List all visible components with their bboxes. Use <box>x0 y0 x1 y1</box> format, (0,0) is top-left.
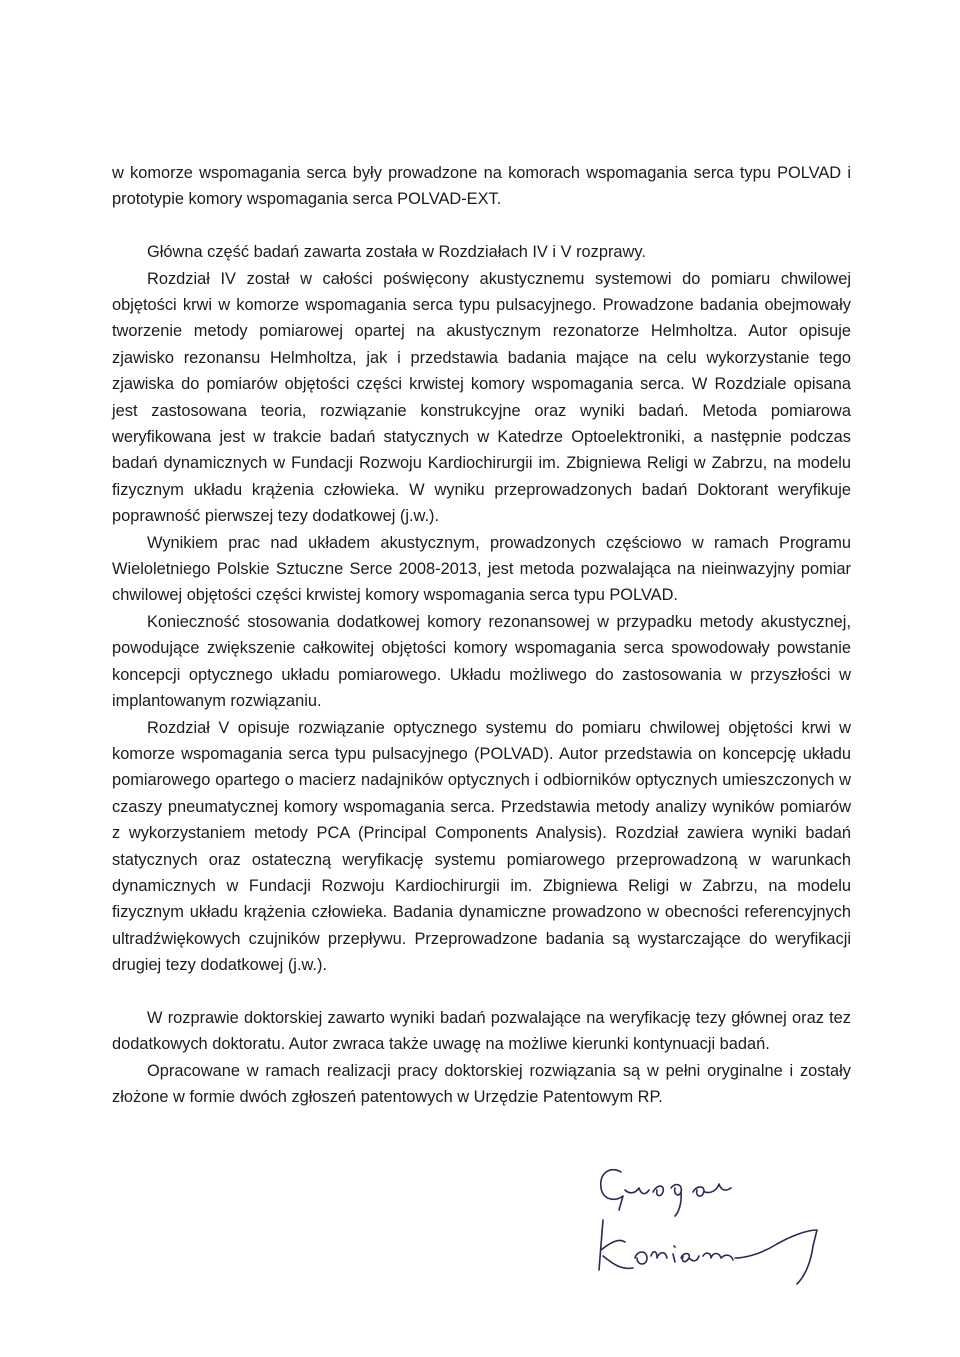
paragraph-main-scope: Główna część badań zawarta została w Rozdziałach IV i V rozprawy. <box>147 243 646 262</box>
paragraph-chapter-iv: Rozdział IV został w całości poświęcony akustycznemu systemowi do pomiaru chwilowej objętości krwi w komorze wspomagania serca typu pulsacyjnego. Prowadzone badania obejmowały tworzenie metody pomiarowej opartej na akustycznym rezonatorze Helmholtza. Autor opisuje zjawisko rezonansu Helmholtza, jak i przedstawia badania mające na celu wykorzystanie tego zjawiska do pomiarów objętości części krwistej komory wspomagania serca. W Rozdziale opisana jest zastosowana teoria, rozwiązanie konstrukcyjne oraz wyniki badań. Metoda pomiarowa weryfikowana jest w trakcie badań statycznych w Katedrze Optoelektroniki, a następnie podczas badań dynamicznych w Fundacji Rozwoju Kardiochirurgii im. Zbigniewa Religi w Zabrzu, na modelu fizycznym układu krążenia człowieka. W wyniku przeprowadzonych badań Doktorant weryfikuje poprawność pierwszej tezy dodatkowej (j.w.). <box>112 269 851 526</box>
handwritten-signature <box>585 1158 835 1293</box>
paragraph-optical-motivation: Konieczność stosowania dodatkowej komory rezonansowej w przypadku metody akustycznej, powodujące zwiększenie całkowitej objętości komory wspomagania serca spowodowały powstanie koncepcji optycznego układu pomiarowego. Układu możliwego do zastosowania w przyszłości w implantowanym rozwiązaniu. <box>112 612 851 711</box>
paragraph-continuation: w komorze wspomagania serca były prowadzone na komorach wspomagania serca typu POLVAD i prototypie komory wspomagania serca POLVAD-EXT. <box>112 164 851 209</box>
document-body <box>112 160 851 1111</box>
paragraph-patents: Opracowane w ramach realizacji pracy doktorskiej rozwiązania są w pełni oryginalne i zostały złożone w formie dwóch zgłoszeń patentowych w Urzędzie Patentowym RP. <box>112 1061 851 1107</box>
paragraph-chapter-v: Rozdział V opisuje rozwiązanie optycznego systemu do pomiaru chwilowej objętości krwi w komorze wspomagania serca typu pulsacyjnego (POLVAD). Autor przedstawia on koncepcję układu pomiarowego opartego o macierz nadajników optycznych i odbiorników optycznych umieszczonych w czaszy pneumatycznej komory wspomagania serca. Przedstawia metody analizy wyników pomiarów z wykorzystaniem metody PCA (Principal Components Analysis). Rozdział zawiera wyniki badań statycznych oraz ostateczną weryfikację systemu pomiarowego przeprowadzoną w warunkach dynamicznych w Fundacji Rozwoju Kardiochirurgii im. Zbigniewa Religi w Zabrzu, na modelu fizycznym układu krążenia człowieka. Badania dynamiczne prowadzono w obecności referencyjnych ultradźwiękowych czujników przepływu. Przeprowadzone badania są wystarczające do weryfikacji drugiej tezy dodatkowej (j.w.). <box>112 718 851 975</box>
paragraph-acoustic-results: Wynikiem prac nad układem akustycznym, prowadzonych częściowo w ramach Programu Wieloletniego Polskie Sztuczne Serce 2008-2013, jest metoda pozwalająca na nieinwazyjny pomiar chwilowej objętości części krwistej komory wspomagania serca typu POLVAD. <box>112 533 851 605</box>
paragraph-summary: W rozprawie doktorskiej zawarto wyniki badań pozwalające na weryfikację tezy głównej oraz tez dodatkowych doktoratu. Autor zwraca także uwagę na możliwe kierunki kontynuacji badań. <box>112 1008 851 1054</box>
